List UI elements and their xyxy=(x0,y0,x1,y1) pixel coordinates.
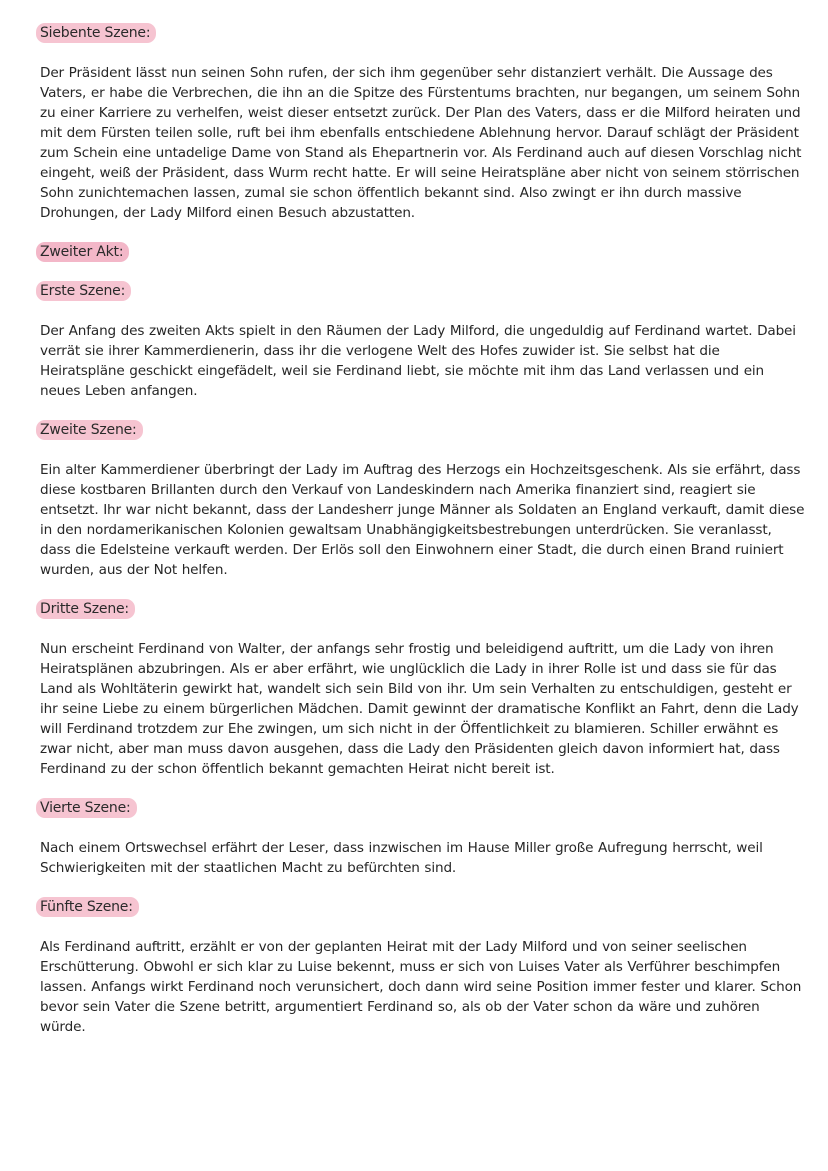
paragraph-siebente-szene: Der Präsident lässt nun seinen Sohn rufen, der sich ihm gegenüber sehr distanziert verhält. Die Aussage des Vaters, er habe die Verbrechen, die ihn an die Spitze des Fürstentums brachten, nur begangen, um seinem Sohn zu einer Karriere zu verhelfen, weist dieser entsetzt zurück. Der Plan des Vaters, dass er die Milford heiraten und mit dem Fürsten teilen solle, ruft bei ihm ebenfalls entschiedene Ablehnung hervor. Darauf schlägt der Präsident zum Schein eine untadelige Dame von Stand als Ehepartnerin vor. Als Ferdinand auch auf diesen Vorschlag nicht eingeht, weiß der Präsident, dass Wurm recht hatte. Er will seine Heiratspläne aber nicht von seinem störrischen Sohn zunichtemachen lassen, zumal sie schon öffentlich bekannt sind. Also zwingt er ihn durch massive Drohungen, der Lady Milford einen Besuch abzustatten. xyxy=(40,65,802,221)
paragraph-vierte-szene: Nach einem Ortswechsel erfährt der Leser, dass inzwischen im Hause Miller große Aufregung herrscht, weil Schwierigkeiten mit der staatlichen Macht zu befürchten sind. xyxy=(40,840,763,876)
paragraph-dritte-szene: Nun erscheint Ferdinand von Walter, der anfangs sehr frostig und beleidigend auftritt, um die Lady von ihren Heiratsplänen abzubringen. Als er aber erfährt, wie unglücklich die Lady in ihrer Rolle ist und dass sie für das Land als Wohltäterin gewirkt hat, wandelt sich sein Bild von ihr. Um sein Verhalten zu entschuldigen, gesteht er ihr seine Liebe zu einem bürgerlichen Mädchen. Damit gewinnt der dramatische Konflikt an Fahrt, denn die Lady will Ferdinand trotzdem zur Ehe zwingen, um sich nicht in der Öffentlichkeit zu blamieren. Schiller erwähnt es zwar nicht, aber man muss davon ausgehen, dass die Lady den Präsidenten gleich davon informiert hat, dass Ferdinand zu der schon öffentlich bekannt gemachten Heirat nicht bereit ist. xyxy=(40,641,799,777)
paragraph-zweite-szene: Ein alter Kammerdiener überbringt der Lady im Auftrag des Herzogs ein Hochzeitsgeschenk. Als sie erfährt, dass diese kostbaren Brillanten durch den Verkauf von Landeskindern nach Amerika finanziert sind, reagiert sie entsetzt. Ihr war nicht bekannt, dass der Landesherr junge Männer als Soldaten an England verkauft, damit diese in den nordamerikanischen Kolonien gewaltsam Unabhängigkeitsbestrebungen unterdrücken. Sie veranlasst, dass die Edelsteine verkauft werden. Der Erlös soll den Einwohnern einer Stadt, die durch einen Brand ruiniert wurden, aus der Not helfen. xyxy=(40,462,805,578)
heading-siebente-szene: Siebente Szene: xyxy=(36,23,156,43)
paragraph-fuenfte-szene: Als Ferdinand auftritt, erzählt er von der geplanten Heirat mit der Lady Milford und von seiner seelischen Erschütterung. Obwohl er sich klar zu Luise bekennt, muss er sich von Luises Vater als Verführer beschimpfen lassen. Anfangs wirkt Ferdinand noch verunsichert, doch dann wird seine Position immer fester und klarer. Schon bevor sein Vater die Szene betritt, argumentiert Ferdinand so, als ob der Vater schon da wäre und zuhören würde. xyxy=(40,939,802,1035)
document-page xyxy=(40,22,805,1037)
heading-zweiter-akt: Zweiter Akt: xyxy=(36,242,129,262)
heading-zweite-szene: Zweite Szene: xyxy=(36,420,143,440)
heading-vierte-szene: Vierte Szene: xyxy=(36,798,137,818)
paragraph-erste-szene: Der Anfang des zweiten Akts spielt in den Räumen der Lady Milford, die ungeduldig auf Ferdinand wartet. Dabei verrät sie ihrer Kammerdienerin, dass ihr die verlogene Welt des Hofes zuwider ist. Sie selbst hat die Heiratspläne geschickt eingefädelt, weil sie Ferdinand liebt, sie möchte mit ihm das Land verlassen und ein neues Leben anfangen. xyxy=(40,323,796,399)
heading-dritte-szene: Dritte Szene: xyxy=(36,599,135,619)
heading-fuenfte-szene: Fünfte Szene: xyxy=(36,897,139,917)
heading-erste-szene: Erste Szene: xyxy=(36,281,131,301)
